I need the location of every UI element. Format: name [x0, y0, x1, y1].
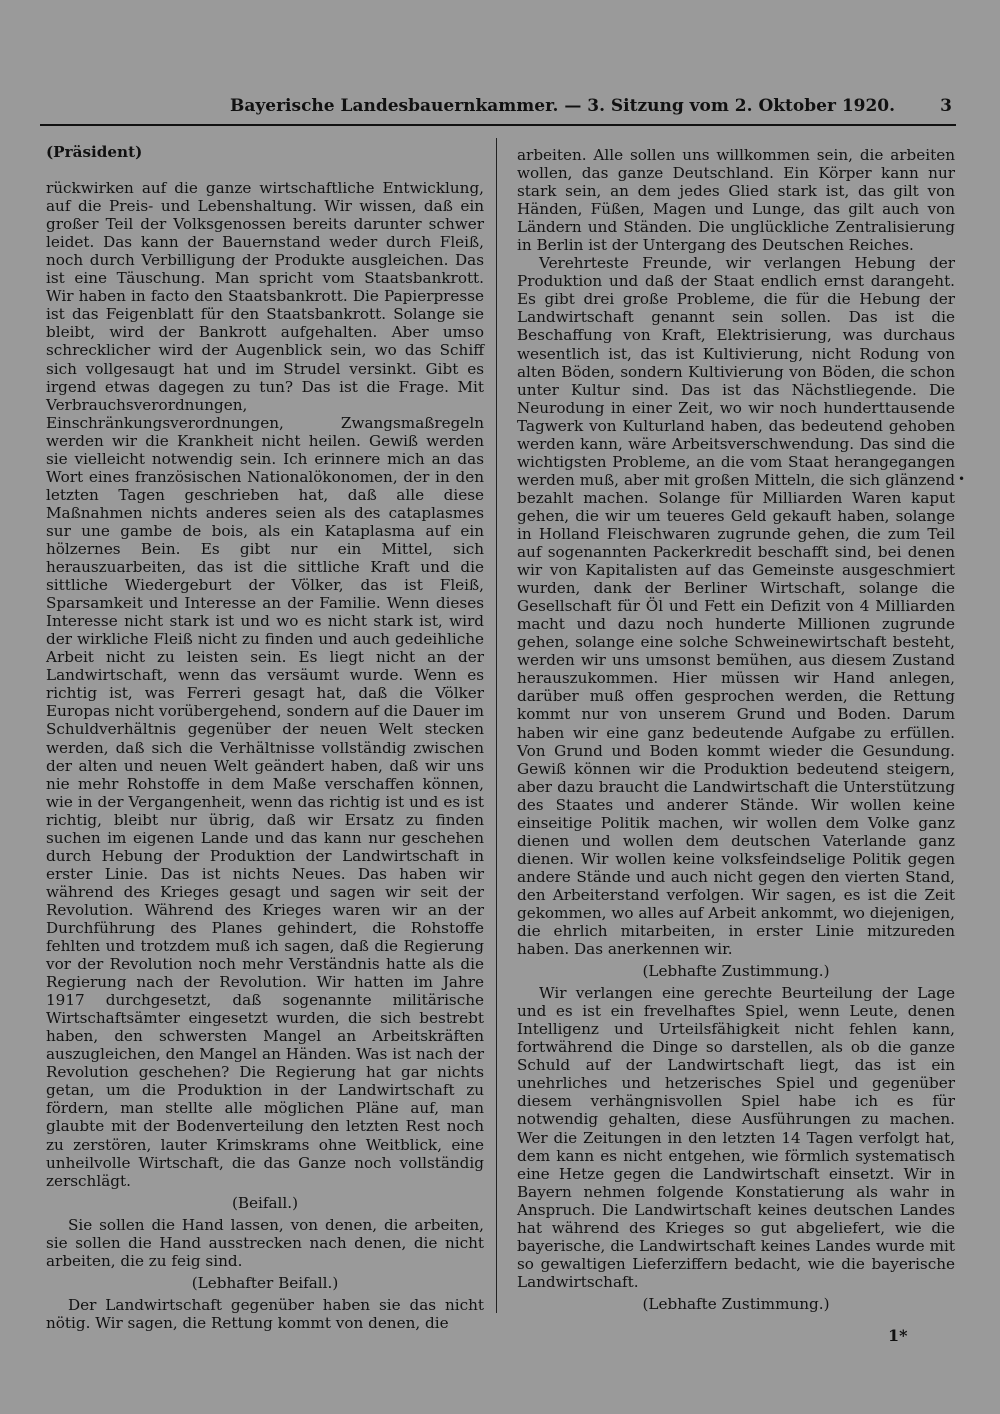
running-header	[40, 96, 956, 122]
paragraph: Wir verlangen eine gerechte Beurteilung der Lage und es ist ein frevelhaftes Spiel, wenn Leute, denen Intelligenz und Urteilsfähigkeit nicht fehlen kann, fortwährend die Dinge so darstellen, als ob die ganze Schuld auf der Landwirtschaft liegt, das ist ein unehrliches und hetzerisches Spiel und gegenüber diesem verhängnisvollen Spiel habe ich es für notwendig gehalten, diese Ausführungen zu machen. Wer die Zeitungen in den letzten 14 Tagen verfolgt hat, dem kann es nicht entgehen, wie förmlich systematisch eine Hetze gegen die Landwirtschaft einsetzt. Wir in Bayern nehmen folgende Konstatierung als wahr in Anspruch. Die Landwirtschaft keines deutschen Landes hat während des Krieges so gut abgeliefert, wie die bayerische, die Landwirtschaft keines Landes wurde mit so gewaltigen Lieferziffern bedacht, wie die bayerische Landwirtschaft.	[517, 984, 955, 1291]
speaker-label: (Präsident)	[46, 143, 143, 161]
paragraph: rückwirken auf die ganze wirtschaftliche Entwicklung, auf die Preis- und Lebenshaltung. Wir wissen, daß ein großer Teil der Volksgenossen bereits darunter schwer leidet. Das kann der Bauernstand weder durch Fleiß, noch durch Verbilligung der Produkte ausgleichen. Das ist eine Täuschung. Man spricht vom Staatsbankrott. Wir haben in facto den Staatsbankrott. Die Papierpresse ist das Feigenblatt für den Staatsbankrott. Solange sie bleibt, wird der Bankrott aufgehalten. Aber umso schrecklicher wird der Augenblick sein, wo das Schiff sich vollgesaugt hat und im Strudel versinkt. Gibt es irgend etwas dagegen zu tun? Das ist die Frage. Mit Verbrauchsverordnungen, Einschränkungsverordnungen, Zwangsmaßregeln werden wir die Krankheit nicht heilen. Gewiß werden sie vielleicht notwendig sein. Ich erinnere mich an das Wort eines französischen Nationalökonomen, der in den letzten Tagen geschrieben hat, daß alle diese Maßnahmen nichts anderes seien als des cataplasmes sur une gambe de bois, als ein Kataplasma auf ein hölzernes Bein. Es gibt nur ein Mittel, sich herauszuarbeiten, das ist die sittliche Kraft und die sittliche Wiedergeburt der Völker, das ist Fleiß, Sparsamkeit und Interesse an der Familie. Wenn dieses Interesse nicht stark ist und wo es nicht stark ist, wird der wirkliche Fleiß nicht zu finden und auch gedeihliche Arbeit nicht zu leisten sein. Es liegt nicht an der Landwirtschaft, wenn das versäumt wurde. Wenn es richtig ist, was Ferreri gesagt hat, daß die Völker Europas nicht vorübergehend, sondern auf die Dauer im Schuldverhältnis gegenüber der neuen Welt stecken werden, daß sich die Verhältnisse vollständig zwischen der alten und neuen Welt geändert haben, daß wir uns nie mehr Rohstoffe in dem Maße verschaffen können, wie in der Vergangenheit, wenn das richtig ist und es ist richtig, bleibt nur übrig, daß wir Ersatz zu finden suchen im eigenen Lande und das kann nur geschehen durch Hebung der Produktion der Landwirtschaft in erster Linie. Das ist nichts Neues. Das haben wir während des Krieges gesagt und sagen wir seit der Revolution. Während des Krieges waren wir an der Durchführung des Planes gehindert, die Rohstoffe fehlten und trotzdem muß ich sagen, daß die Regierung vor der Revolution noch mehr Verständnis hatte als die Regierung nach der Revolution. Wir hatten im Jahre 1917 durchgesetzt, daß sogenannte militärische Wirtschaftsämter eingesetzt wurden, die sich bestrebt haben, den schwersten Mangel an Arbeitskräften auszugleichen, den Mangel an Händen. Was ist nach der Revolution geschehen? Die Regierung hat gar nichts getan, um die Produktion in der Landwirtschaft zu fördern, man stellte alle möglichen Pläne auf, man glaubte mit der Bodenverteilung den letzten Rest noch zu zerstören, lauter Krimskrams ohne Weitblick, eine unheilvolle Wirtschaft, die das Ganze noch vollständig zerschlägt.	[46, 179, 484, 1190]
remark: (Lebhafte Zustimmung.)	[642, 1294, 830, 1313]
margin-mark: •	[958, 472, 966, 486]
remark: (Lebhafte Zustimmung.)	[642, 962, 830, 981]
paragraph: arbeiten. Alle sollen uns willkommen sein, die arbeiten wollen, das ganze Deutschland. Ein Körper kann nur stark sein, an dem jedes Glied stark ist, das gilt von Händen, Füßen, Magen und Lunge, das gilt auch von Ländern und Ständen. Die unglückliche Zentralisierung in Berlin ist der Untergang des Deutschen Reiches.	[517, 146, 955, 255]
page-number: 3	[940, 96, 952, 116]
left-column	[46, 143, 484, 1332]
header-title: Bayerische Landesbauernkammer. — 3. Sitzung vom 2. Oktober 1920.	[230, 96, 896, 116]
paragraph: Sie sollen die Hand lassen, von denen, die arbeiten, sie sollen die Hand ausstrecken nach denen, die nicht arbeiten, die zu feig sind.	[46, 1215, 484, 1270]
paragraph: Verehrteste Freunde, wir verlangen Hebung der Produktion und daß der Staat endlich ernst darangeht. Es gibt drei große Probleme, die für die Hebung der Landwirtschaft genannt sein sollen. Das ist die Beschaffung von Kraft, Elektrisierung, was durchaus wesentlich ist, das ist Kultivierung, nicht Rodung von alten Böden, sondern Kultivierung von Böden, die schon unter Kultur sind. Das ist das Nächstliegende. Die Neurodung in einer Zeit, wo wir noch hunderttausende Tagwerk von Kulturland haben, das bedeutend gehoben werden kann, wäre Arbeitsverschwendung. Das sind die wichtigsten Probleme, an die vom Staat herangegangen werden muß, aber mit großen Mitteln, die sich glänzend bezahlt machen. Solange für Milliarden Waren kaput gehen, die wir um teueres Geld gekauft haben, solange in Holland Fleischwaren zugrunde gehen, die zum Teil auf sogenannten Packerkredit beschafft sind, bei denen wir von Kapitalisten auf das Gemeinste ausgeschmiert wurden, dank der Berliner Wirtschaft, solange die Gesellschaft für Öl und Fett ein Defizit von 4 Milliarden macht und dazu noch hunderte Millionen zugrunde gehen, solange eine solche Schweinewirtschaft besteht, werden wir uns umsonst bemühen, aus diesem Zustand herauszukommen. Hier müssen wir Hand anlegen, darüber muß offen gesprochen werden, die Rettung kommt nur von unserem Grund und Boden. Darum haben wir eine ganz bedeutende Aufgabe zu erfüllen. Von Grund und Boden kommt wieder die Gesundung. Gewiß können wir die Produktion bedeutend steigern, aber dazu braucht die Landwirtschaft die Unterstützung des Staates und anderer Stände. Wir wollen keine einseitige Politik machen, wir wollen dem Volke ganz dienen und wollen dem deutschen Vaterlande ganz dienen. Wir wollen keine volksfeindselige Politik gegen andere Stände und auch nicht gegen den vierten Stand, den Arbeiterstand verfolgen. Wir sagen, es ist die Zeit gekommen, wo alles auf Arbeit ankommt, wo diejenigen, die ehrlich mitarbeiten, in erster Linie mitzureden haben. Das anerkennen wir.	[517, 254, 955, 959]
column-divider	[496, 138, 497, 1313]
header-rule	[40, 124, 956, 126]
remark: (Lebhafter Beifall.)	[191, 1273, 339, 1292]
signature-mark: 1*	[888, 1326, 908, 1345]
remark: (Beifall.)	[231, 1193, 299, 1212]
right-column	[517, 146, 955, 1321]
paragraph: Der Landwirtschaft gegenüber haben sie das nicht nötig. Wir sagen, die Rettung kommt von denen, die	[46, 1295, 484, 1332]
